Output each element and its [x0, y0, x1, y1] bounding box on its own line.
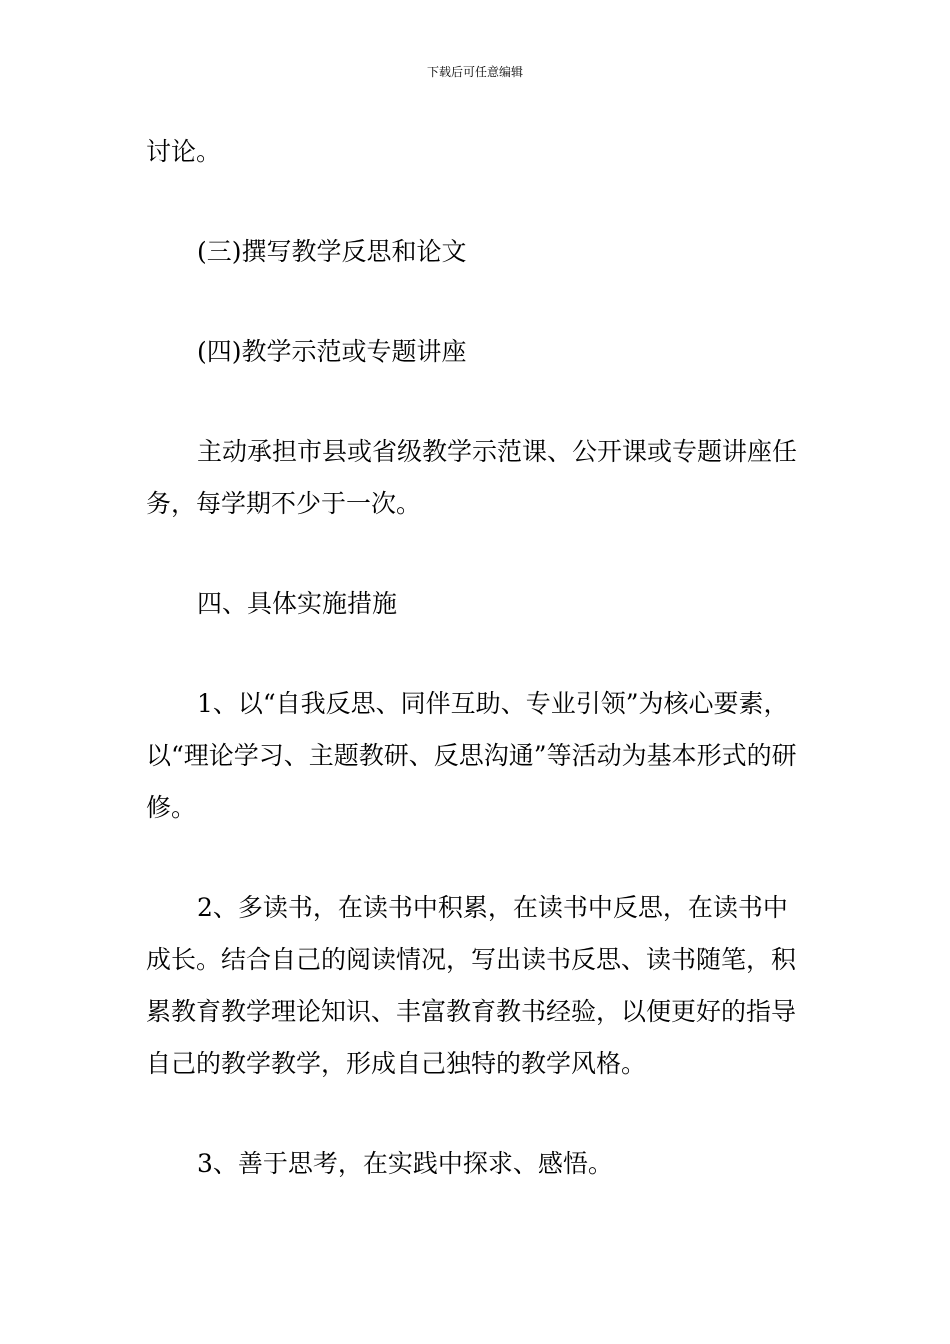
paragraph-continuation: 讨论。: [146, 137, 222, 166]
paragraph-item-2: 2、多读书，在读书中积累，在读书中反思，在读书中成长。结合自己的阅读情况，写出读书反思、读书随笔，积累教育教学理论知识、丰富教育教书经验，以便更好的指导自己的教学教学，形成自己独特的教学风格。: [146, 893, 797, 1078]
heading-section-4: (四)教学示范或专题讲座: [197, 337, 467, 366]
paragraph-item-3: 3、善于思考，在实践中探求、感悟。: [197, 1149, 613, 1178]
page-header: 下载后可任意编辑: [426, 65, 523, 79]
paragraph-demonstration: 主动承担市县或省级教学示范课、公开课或专题讲座任务，每学期不少于一次。: [146, 437, 798, 518]
paragraph-item-1: 1、以“自我反思、同伴互助、专业引领”为核心要素，以“理论学习、主题教研、反思沟通”等活动为基本形式的研修。: [146, 689, 797, 822]
document-body: [146, 126, 810, 1190]
heading-implementation: 四、具体实施措施: [197, 589, 398, 618]
heading-section-3: (三)撰写教学反思和论文: [197, 237, 467, 266]
